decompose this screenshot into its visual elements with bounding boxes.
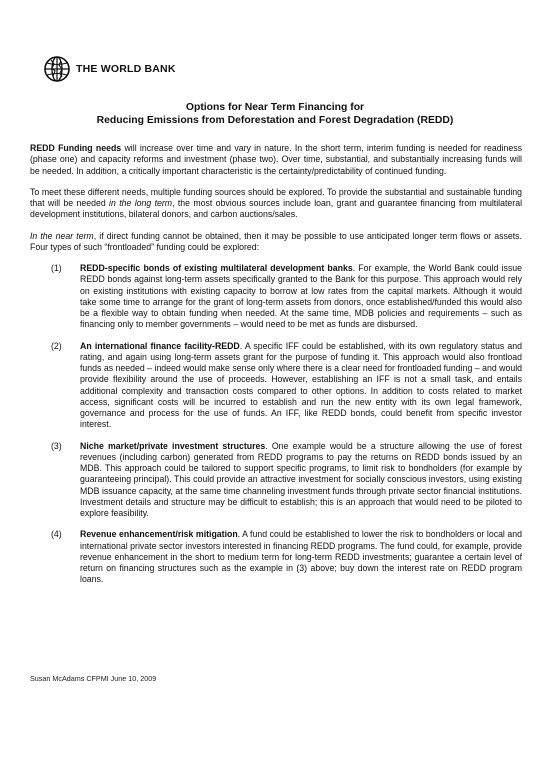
world-bank-logo bbox=[44, 56, 176, 82]
list-item bbox=[30, 341, 522, 431]
list-item-text: . A specific IFF could be established, with its own regulatory status and rating, and again using long-term assets grant for the purpose of funding it. This approach would also frontload funds as needed – indeed would make sense only where there is a clear need for frontloaded funding – and would provide flexibility around the use of proceeds. However, establishing an IFF is not a small task, and entails additional complexity and transaction costs compared to other options. In addition to costs related to market access, significant costs will be incurred to establish and run the new entity with its own legal framework, governance and process for the use of funds. An IFF, like REDD bonds, could benefit from specific investor interest. bbox=[80, 340, 522, 430]
list-item bbox=[30, 441, 522, 520]
document-title-line-1: Options for Near Term Financing for bbox=[185, 102, 365, 113]
list-item-number: (4) bbox=[51, 529, 62, 540]
paragraph-funding-needs bbox=[30, 143, 522, 177]
list-item-lead: Niche market/private investment structures bbox=[80, 440, 266, 451]
list-item-lead: Revenue enhancement/risk mitigation bbox=[80, 529, 238, 540]
list-item-text: . One example would be a structure allowing the use of forest revenues (including carbon) generated from REDD programs to pay the returns on REDD bonds issued by an MDB. This approach could be tailored to support specific programs, to limit risk to bondholders (for example by guaranteeing principal). This could provide an attractive investment for socially conscious investors, using existing MDB issuance capacity, at the same time channeling investment funds through private sector financial institutions. Investment details and structure may be difficult to establish; this is an approach that would need to be piloted to explore feasibility. bbox=[80, 440, 522, 518]
list-item-number: (1) bbox=[51, 263, 62, 273]
paragraph-text: will increase over time and vary in nature. In the short term, interim funding is needed for readiness (phase one) and capacity reforms and investment (phase two). Over time, substantial, and substantially increasing funds will be needed. In addition, a critically important characteristic is the certainty/predictability of continued funding. bbox=[30, 143, 522, 176]
paragraph-text: , the most obvious sources include loan, grant and guarantee financing from multilateral development institutions, bilateral donors, and carbon auctions/sales. bbox=[30, 198, 523, 220]
paragraph-funding-sources bbox=[30, 187, 522, 221]
page-footer: Susan McAdams CFPMI June 10, 2009 bbox=[30, 674, 157, 683]
list-item bbox=[30, 529, 522, 585]
organization-name: THE WORLD BANK bbox=[76, 63, 176, 75]
list-item-text: . A fund could be established to lower the risk to bondholders or local and international private sector investors interested in financing REDD programs. The fund could, for example, provide revenue enhancement in the short to medium term for long-term REDD investments; guarantee a certain level of return on financing structures such as the example in (3) above; buy down the interest rate on REDD program loans. bbox=[80, 529, 522, 585]
paragraph-text: , if direct funding cannot be obtained, then it may be possible to use anticipated longer term flows or assets. Four types of such “frontloaded” funding could be explored: bbox=[30, 230, 522, 252]
list-item-lead: An international finance facility-REDD bbox=[80, 340, 240, 351]
list-item-number: (2) bbox=[51, 340, 62, 351]
document-title-line-2: Reducing Emissions from Deforestation and Forest Degradation (REDD) bbox=[96, 115, 454, 126]
list-item-number: (3) bbox=[51, 440, 62, 451]
list-item bbox=[30, 263, 522, 331]
list-item-lead: REDD-specific bonds of existing multilateral development banks bbox=[80, 263, 353, 273]
globe-icon bbox=[44, 56, 70, 82]
paragraph-near-term bbox=[30, 231, 522, 254]
document-body bbox=[30, 143, 522, 596]
paragraph-lead: REDD Funding needs bbox=[30, 143, 122, 153]
paragraph-text: To meet these different needs, multiple funding sources should be explored. To provide the substantial and sustainable funding that will be needed bbox=[30, 186, 522, 208]
list-item-text: . For example, the World Bank could issue REDD bonds against long-term assets specifically granted to the Bank for this purpose. This approach would rely on existing institutions with existing capacity to borrow at low rates from the capital markets. Although it would take some time to arrange for the grant of long-term assets from donors, once established/funded this would also be a flexible way to obtain funding when needed. At the same time, MDB policies and requirements – such as financing only to member governments – would need to be met as funds are disbursed. bbox=[80, 263, 522, 330]
emphasis-text: in the long term bbox=[109, 198, 173, 208]
emphasis-text: In the near term bbox=[30, 230, 94, 241]
funding-options-list bbox=[30, 263, 522, 586]
